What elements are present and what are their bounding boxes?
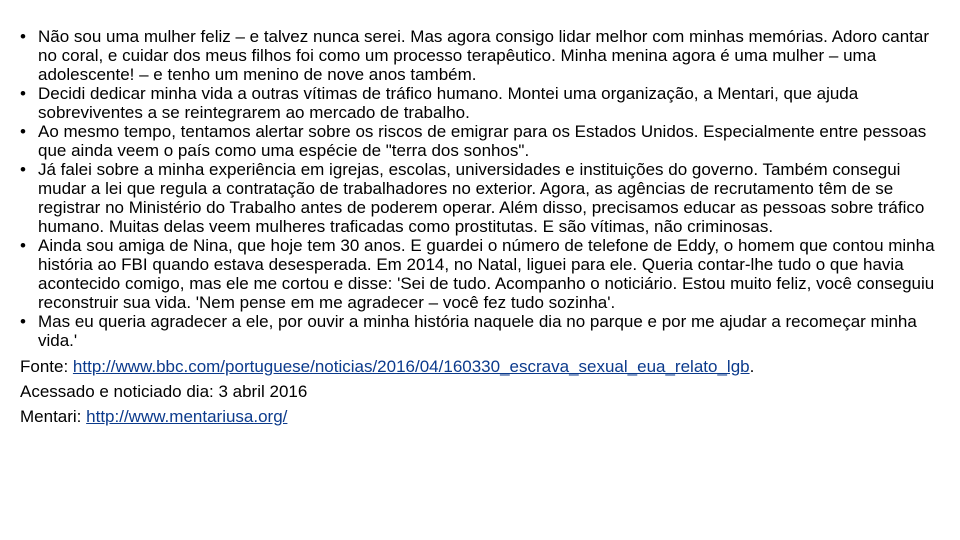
bullet-item-5 <box>20 236 938 312</box>
bullet-item-2 <box>20 84 938 122</box>
source-link[interactable]: http://www.bbc.com/portuguese/noticias/2016/04/160330_escrava_sexual_eua_relato_lgb <box>72 357 750 376</box>
bullet-text-2: Decidi dedicar minha vida a outras vítimas de tráfico humano. Montei uma organização, a Mentari, que ajuda sobreviventes a se reintegrarem ao mercado de trabalho. <box>38 84 859 122</box>
source-label: Fonte: <box>20 357 73 376</box>
bullet-icon: • <box>20 27 26 46</box>
accessed-line: Acessado e noticiado dia: 3 abril 2016 <box>20 382 308 401</box>
bullet-item-1 <box>20 27 938 84</box>
bullet-list <box>20 27 938 350</box>
bullet-icon: • <box>20 122 26 141</box>
bullet-text-4: Já falei sobre a minha experiência em igrejas, escolas, universidades e instituições do governo. Também consegui mudar a lei que regula a contratação de trabalhadores no exterior. Agora, as agências de recrutamento têm de se registrar no Ministério do Trabalho antes de poderem operar. Além disso, precisamos educar as pessoas sobre tráfico humano. Muitas delas veem mulheres traficadas como prostitutas. E são vítimas, não criminosas. <box>38 160 925 236</box>
bullet-icon: • <box>20 312 26 331</box>
bullet-item-3 <box>20 122 938 160</box>
source-suffix: . <box>749 357 755 376</box>
bullet-item-4 <box>20 160 938 236</box>
source-block <box>20 354 938 429</box>
mentari-line <box>20 404 938 429</box>
bullet-text-3: Ao mesmo tempo, tentamos alertar sobre os riscos de emigrar para os Estados Unidos. Especialmente entre pessoas que ainda veem o país como uma espécie de "terra dos sonhos". <box>38 122 927 160</box>
bullet-text-1: Não sou uma mulher feliz – e talvez nunca serei. Mas agora consigo lidar melhor com minhas memórias. Adoro cantar no coral, e cuidar dos meus filhos foi como um processo terapêutico. Minha menina agora é uma mulher – uma adolescente! – e tenho um menino de nove anos também. <box>38 27 930 84</box>
bullet-item-6 <box>20 312 938 350</box>
mentari-label: Mentari: <box>20 407 87 426</box>
bullet-text-5: Ainda sou amiga de Nina, que hoje tem 30 anos. E guardei o número de telefone de Eddy, o homem que contou minha história ao FBI quando estava desesperada. Em 2014, no Natal, liguei para ele. Queria contar-lhe tudo o que havia acontecido comigo, mas ele me cortou e disse: 'Sei de tudo. Acompanho o noticiário. Estou muito feliz, você conseguiu reconstruir sua vida. 'Nem pense em me agradecer – você fez tudo sozinha'. <box>38 236 935 312</box>
mentari-link[interactable]: http://www.mentariusa.org/ <box>86 407 288 426</box>
bullet-icon: • <box>20 84 26 103</box>
bullet-icon: • <box>20 236 26 255</box>
bullet-text-6: Mas eu queria agradecer a ele, por ouvir a minha história naquele dia no parque e por me ajudar a recomeçar minha vida.' <box>38 312 917 350</box>
bullet-icon: • <box>20 160 26 179</box>
source-line <box>20 354 938 379</box>
